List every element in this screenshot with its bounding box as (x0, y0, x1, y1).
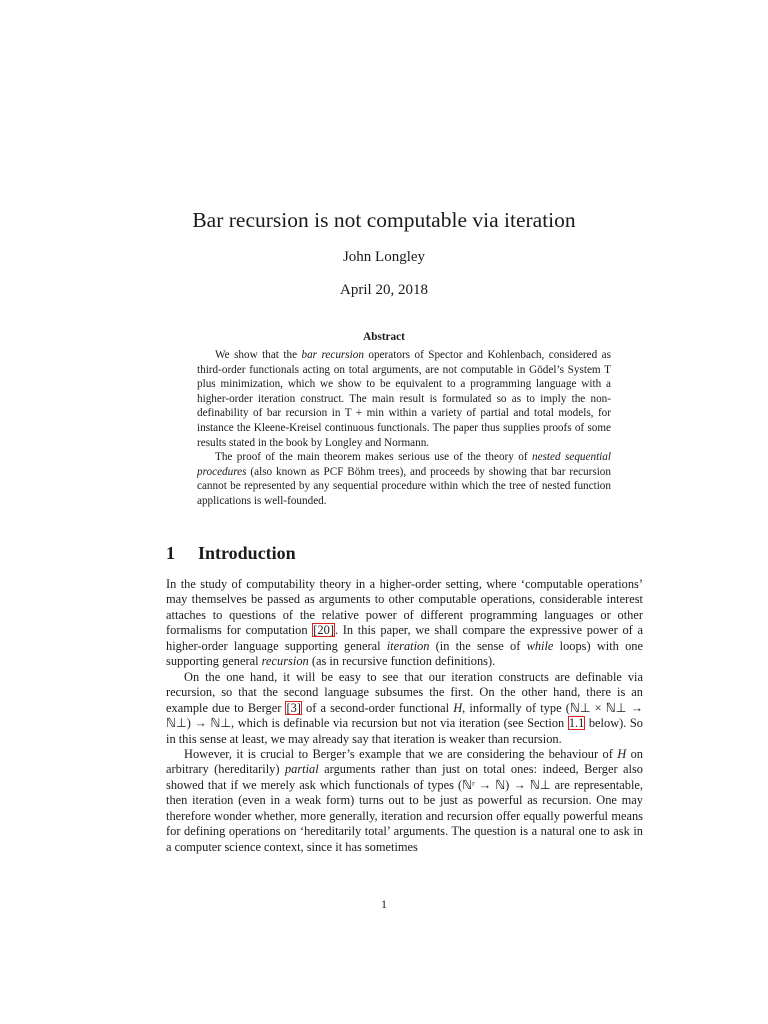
section-heading (166, 543, 296, 564)
abstract-text: We show that the (215, 349, 302, 361)
body-text: On the one hand, it will be easy to see that our iteration constructs are definable via recursion, so that the second language subsumes the first. On the other hand, there is an example due to Berger (166, 669, 643, 715)
body-text: of a second-order functional (301, 700, 454, 715)
abstract-text: operators of Spector and Kohlenbach, considered as third-order functionals acting on total arguments, are not computable in Gödel’s System T plus minimization, which we show to be equivalent to a programming language with a higher-order iteration construct. The main result is formulated so as to imply the non-definability of bar recursion in T + min within a variety of partial and total models, for instance the Kleene-Kreisel continuous functionals. The paper thus supplies proofs of some results stated in the book by Longley and Normann. (197, 349, 611, 449)
body-emphasis: recursion (261, 654, 309, 669)
abstract-body (197, 348, 611, 509)
body-text: , informally of type (ℕ⊥ × ℕ⊥ → ℕ⊥) → ℕ⊥, which is definable via recursion but not via iteration (see Section (166, 700, 643, 731)
body-text: arguments rather than just on total ones: indeed, Berger also showed that if we merely ask which functionals of types (ℕʳ → ℕ) → ℕ⊥ are representable, then iteration (even in a weak form) turns out to be just as powerful as recursion. One may therefore wonder whether, more generally, iteration and recursion offer equally powerful means for defining operations on ‘hereditarily total’ arguments. The question is a natural one to ask in a computer science context, since it has sometimes (166, 762, 643, 854)
paper-title: Bar recursion is not computable via iteration (192, 208, 576, 232)
abstract-heading: Abstract (363, 331, 405, 343)
citation-link[interactable]: [20] (313, 623, 334, 638)
page-number: 1 (381, 897, 387, 911)
body-emphasis: iteration (386, 638, 430, 653)
abstract-paragraph (197, 348, 611, 450)
body-emphasis: H (453, 700, 463, 715)
body-emphasis: while (526, 638, 554, 653)
body-paragraph (166, 747, 643, 855)
section-number: 1 (166, 543, 175, 563)
section-title: Introduction (198, 543, 296, 563)
body-text: below). So in this sense at least, we may already say that iteration is weaker than recursion. (166, 716, 643, 746)
body-text: on arbitrary (hereditarily) (166, 746, 643, 777)
body-emphasis: H (617, 746, 627, 761)
body-text: loops) with one supporting general (166, 638, 643, 669)
paper-author: John Longley (342, 249, 426, 265)
section-body (166, 577, 643, 855)
body-text: (in the sense of (429, 638, 527, 653)
abstract-emphasis: nested sequential procedures (197, 451, 611, 478)
abstract-text: The proof of the main theorem makes serious use of the theory of (215, 451, 533, 464)
section-reference-link[interactable]: 1.1 (568, 716, 585, 731)
body-emphasis: partial (284, 762, 319, 777)
body-paragraph (166, 577, 643, 670)
paper-date: April 20, 2018 (340, 282, 428, 298)
abstract-text: (also known as PCF Böhm trees), and proceeds by showing that bar recursion cannot be represented by any sequential procedure within which the tree of nested function applications is well-founded. (197, 465, 611, 507)
abstract-emphasis: bar recursion (301, 349, 364, 361)
body-paragraph (166, 670, 643, 747)
body-text: (as in recursive function definitions). (308, 654, 496, 669)
citation-link[interactable]: [3] (286, 700, 301, 715)
abstract-paragraph (197, 450, 611, 508)
body-text: However, it is crucial to Berger’s example that we are considering the behaviour of (184, 746, 618, 761)
body-text: In the study of computability theory in a higher-order setting, where ‘computable operations’ may themselves be passed as arguments to other computable operations, considerable interest attaches to questions of the relative power of different programming languages or other formalisms for computation (166, 577, 643, 638)
body-text: . In this paper, we shall compare the expressive power of a higher-order language supporting general (166, 623, 643, 653)
